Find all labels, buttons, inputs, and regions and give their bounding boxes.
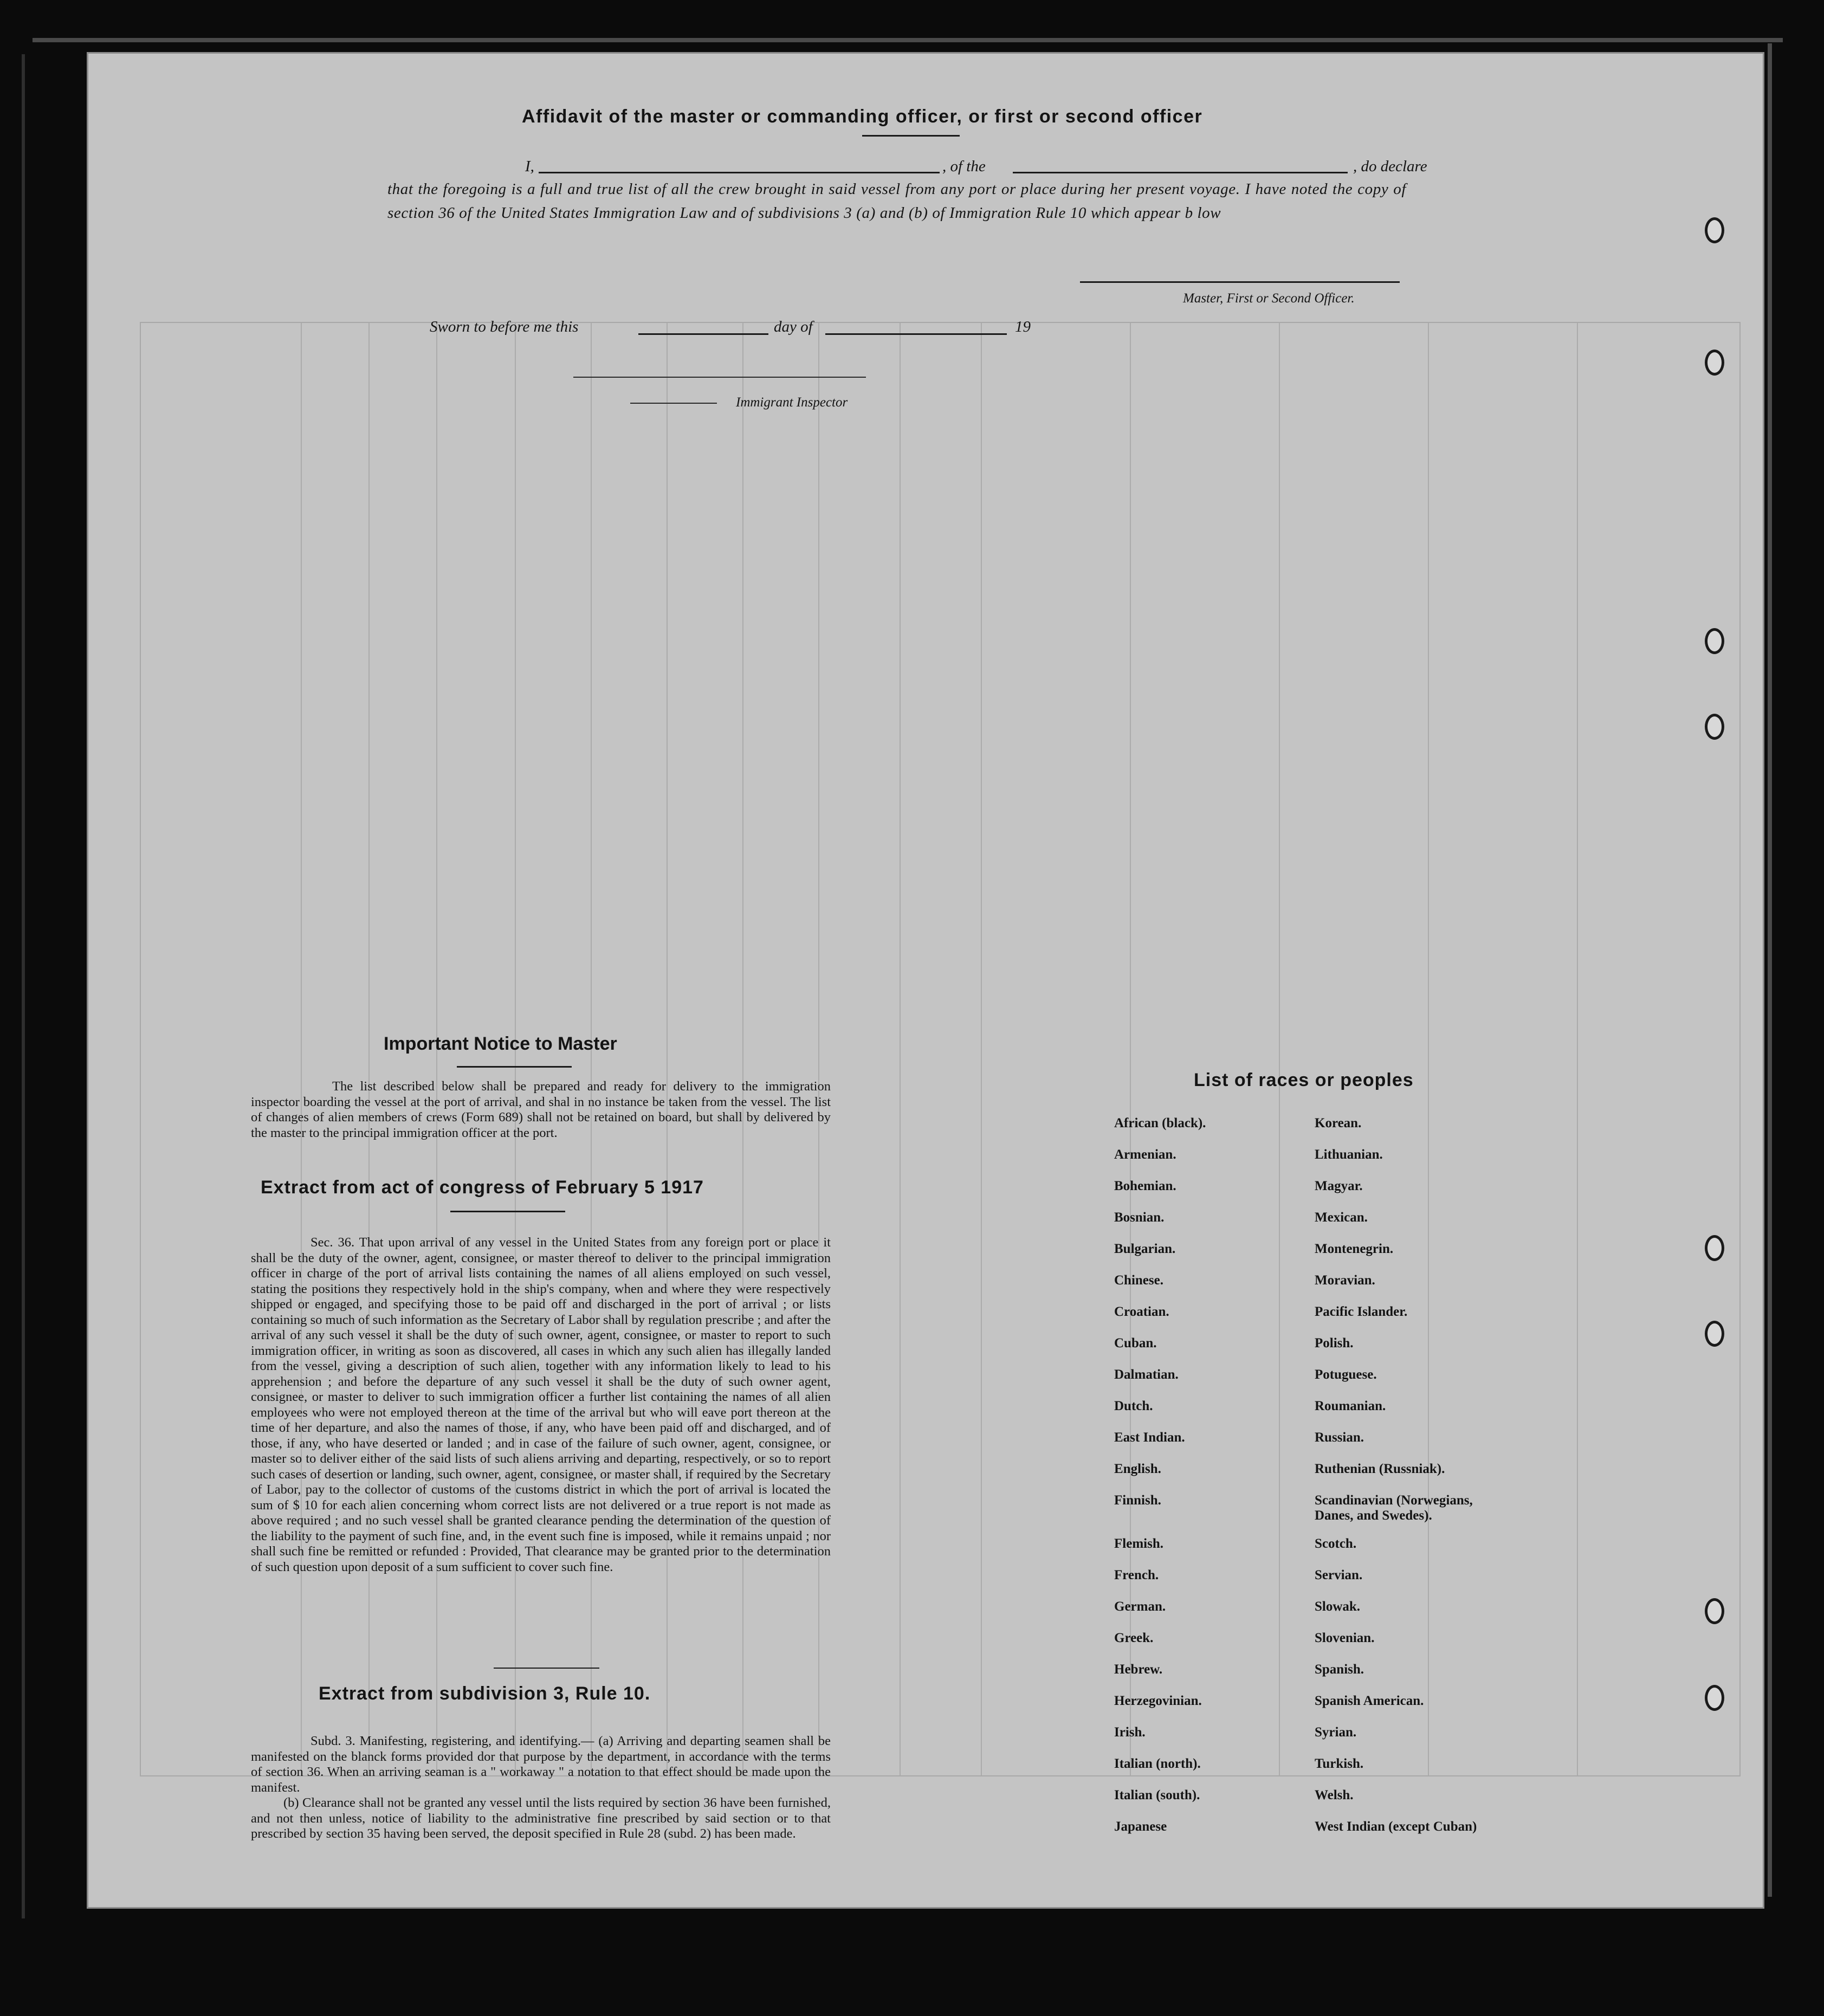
race-item: Moravian. [1315, 1273, 1375, 1288]
act-body: Sec. 36. That upon arrival of any vessel in the United States from any foreign port or place it shall be the duty of the owner, agent, consignee, or master thereof to deliver to the principal immigration officer in charge of the port of arrival lists containing the names of all aliens employed on such vessel, stating the positions they respectively hold in the ship's company, when and where they were respectively shipped or engaged, and specifying those to be paid off and discharged in the port of arrival ; or lists containing so much of such information as the Secretary of Labor shall by regulation prescribe ; and after the arrival of any such vessel it shall be the duty of such owner, agent, consignee, or master to report to such immigration officer, in writing as soon as discovered, all cases in which any such alien has illegally landed from the vessel, giving a description of such alien, together with any information likely to lead to his apprehension ; and before the departure of any such vessel it shall be the duty of such owner agent, consignee, or master to deliver to such immigration officer a further list containing the names of all alien employees who were not employed thereon at the time of the arrival but who will eave port thereon at the time of her departure, and also the names of those, if any, who have been paid off and discharged, and of those, if any, who have deserted or landed ; and in case of the failure of such owner, agent, consignee, or master so to deliver either of the said lists of such aliens arriving and departing, respectively, or so to report such cases of desertion or landing, such owner, agent, consignee, or master shall, if required by the Secretary of Labor, pay to the collector of customs of the customs district in which the port of arrival is located the sum of $ 10 for each alien concerning whom correct lists are not delivered or a true report is not made as above required ; and no such vessel shall be granted clearance pending the determination of the question of the liability to the payment of such fine, and, in the event such fine is imposed, while it remains unpaid ; nor shall such fine be remitted or refunded : Provided, That clearance may be granted prior to the determination of such question upon deposit of a sum sufficient to cover such fine. [251, 1235, 831, 1574]
race-item: Mexican. [1315, 1210, 1368, 1225]
affidavit-body: that the foregoing is a full and true list of all the crew brought in said vessel from any port or place during her present voyage. I have noted the copy of section 36 of the United States Immigration Law and of subdivisions 3 (a) and (b) of Immigration Rule 10 which appear b low [387, 180, 1406, 222]
sworn-month-prefix: day of [774, 318, 813, 335]
race-item: German. [1114, 1599, 1166, 1614]
punch-hole [1705, 1235, 1724, 1261]
race-item: Japanese [1114, 1819, 1167, 1834]
race-item: Greek. [1114, 1631, 1154, 1645]
declare-suffix: , do declare [1353, 158, 1427, 175]
vessel-name-blank [1013, 172, 1348, 173]
race-item: Servian. [1315, 1568, 1363, 1582]
race-item: Welsh. [1315, 1788, 1354, 1802]
punch-hole [1705, 1598, 1724, 1624]
race-item: English. [1114, 1462, 1161, 1476]
race-item: Herzegovinian. [1114, 1694, 1202, 1708]
race-item: African (black). [1114, 1116, 1206, 1130]
punch-hole [1705, 714, 1724, 740]
race-item: Bohemian. [1114, 1179, 1176, 1193]
divider [457, 1066, 572, 1068]
race-item: East Indian. [1114, 1430, 1185, 1445]
race-item: Slovenian. [1315, 1631, 1375, 1645]
sworn-prefix: Sworn to before me this [430, 318, 579, 335]
punch-hole [1705, 1321, 1724, 1347]
page-stack-edge-right [1768, 43, 1772, 1897]
punch-hole [1705, 1685, 1724, 1711]
rule-title: Extract from subdivision 3, Rule 10. [319, 1683, 651, 1704]
race-item: West Indian (except Cuban) [1315, 1819, 1477, 1834]
punch-hole [1705, 217, 1724, 243]
page-stack-edge-left [22, 54, 25, 1918]
race-item: Italian (north). [1114, 1756, 1201, 1771]
race-item: Scandinavian (Norwegians, Danes, and Swedes). [1315, 1493, 1473, 1523]
race-item: Cuban. [1114, 1336, 1157, 1351]
notice-title: Important Notice to Master [384, 1033, 617, 1054]
declarant-prefix: I, [525, 158, 534, 175]
race-item: Russian. [1315, 1430, 1364, 1445]
race-item: Polish. [1315, 1336, 1354, 1351]
inspector-signature-line [573, 377, 866, 378]
race-item: Croatian. [1114, 1304, 1169, 1319]
punch-hole [1705, 628, 1724, 654]
race-item: Magyar. [1315, 1179, 1363, 1193]
race-item: Scotch. [1315, 1536, 1357, 1551]
rule-body-a: Subd. 3. Manifesting, registering, and identifying.— (a) Arriving and departing seamen shall be manifested on the blanck forms provided dor that purpose by the department, in accordance with the terms of section 36. When an arriving seaman is a " workaway " a notation to that effect should be made upon the manifest. [251, 1734, 831, 1795]
inspector-short-line [630, 403, 717, 404]
affidavit-title: Affidavit of the master or commanding officer, or first or second officer [522, 106, 1203, 127]
notice-body: The list described below shall be prepared and ready for delivery to the immigration inspector boarding the vessel at the port of arrival, and shal in no instance be taken from the vessel. The list of changes of alien members of crews (Form 689) shall not be retained on board, but shall by delivered by the master to the principal immigration officer at the port. [251, 1079, 831, 1140]
race-item: Finnish. [1114, 1493, 1161, 1508]
race-item: Slowak. [1315, 1599, 1361, 1614]
manifest-page [87, 52, 1764, 1909]
race-item: Bulgarian. [1114, 1242, 1176, 1256]
race-item: Irish. [1114, 1725, 1146, 1740]
race-item: Pacific Islander. [1315, 1304, 1408, 1319]
rule-body-b: (b) Clearance shall not be granted any vessel until the lists required by section 36 have been furnished, and not then unless, notice of liability to the administrative fine prescribed by said section or to that prescribed by section 35 having been served, the deposit specified in Rule 28 (subd. 2) has been made. [251, 1795, 831, 1841]
race-item: Armenian. [1114, 1147, 1176, 1162]
race-item: Bosnian. [1114, 1210, 1165, 1225]
race-item: Spanish American. [1315, 1694, 1424, 1708]
signature-line [1080, 281, 1400, 283]
race-item: Lithuanian. [1315, 1147, 1383, 1162]
race-item: Ruthenian (Russniak). [1315, 1462, 1445, 1476]
page-stack-edge-top [33, 38, 1783, 42]
punch-hole [1705, 350, 1724, 376]
race-item: Hebrew. [1114, 1662, 1163, 1677]
race-item: Chinese. [1114, 1273, 1163, 1288]
race-item: Dutch. [1114, 1399, 1153, 1413]
race-item: Spanish. [1315, 1662, 1364, 1677]
sworn-month-blank [825, 333, 1007, 335]
inspector-label: Immigrant Inspector [736, 395, 848, 410]
race-item: Roumanian. [1315, 1399, 1386, 1413]
race-item: Flemish. [1114, 1536, 1163, 1551]
divider [862, 135, 960, 137]
race-item: Montenegrin. [1315, 1242, 1394, 1256]
sworn-day-blank [638, 333, 768, 335]
sworn-line [430, 318, 1188, 340]
declarant-name-blank [539, 172, 940, 173]
races-title: List of races or peoples [1194, 1070, 1414, 1090]
race-item: Potuguese. [1315, 1367, 1377, 1382]
race-item: Italian (south). [1114, 1788, 1200, 1802]
vessel-prefix: , of the [942, 158, 986, 175]
sworn-year: 19 [1015, 318, 1031, 335]
divider [494, 1668, 599, 1669]
act-title: Extract from act of congress of February 5 1917 [261, 1177, 704, 1198]
race-item: Korean. [1315, 1116, 1362, 1130]
race-item: French. [1114, 1568, 1159, 1582]
divider [450, 1211, 565, 1212]
race-item: Turkish. [1315, 1756, 1364, 1771]
signer-label: Master, First or Second Officer. [1183, 291, 1355, 306]
race-item: Dalmatian. [1114, 1367, 1179, 1382]
affidavit-line1 [438, 158, 1506, 177]
race-item: Syrian. [1315, 1725, 1357, 1740]
